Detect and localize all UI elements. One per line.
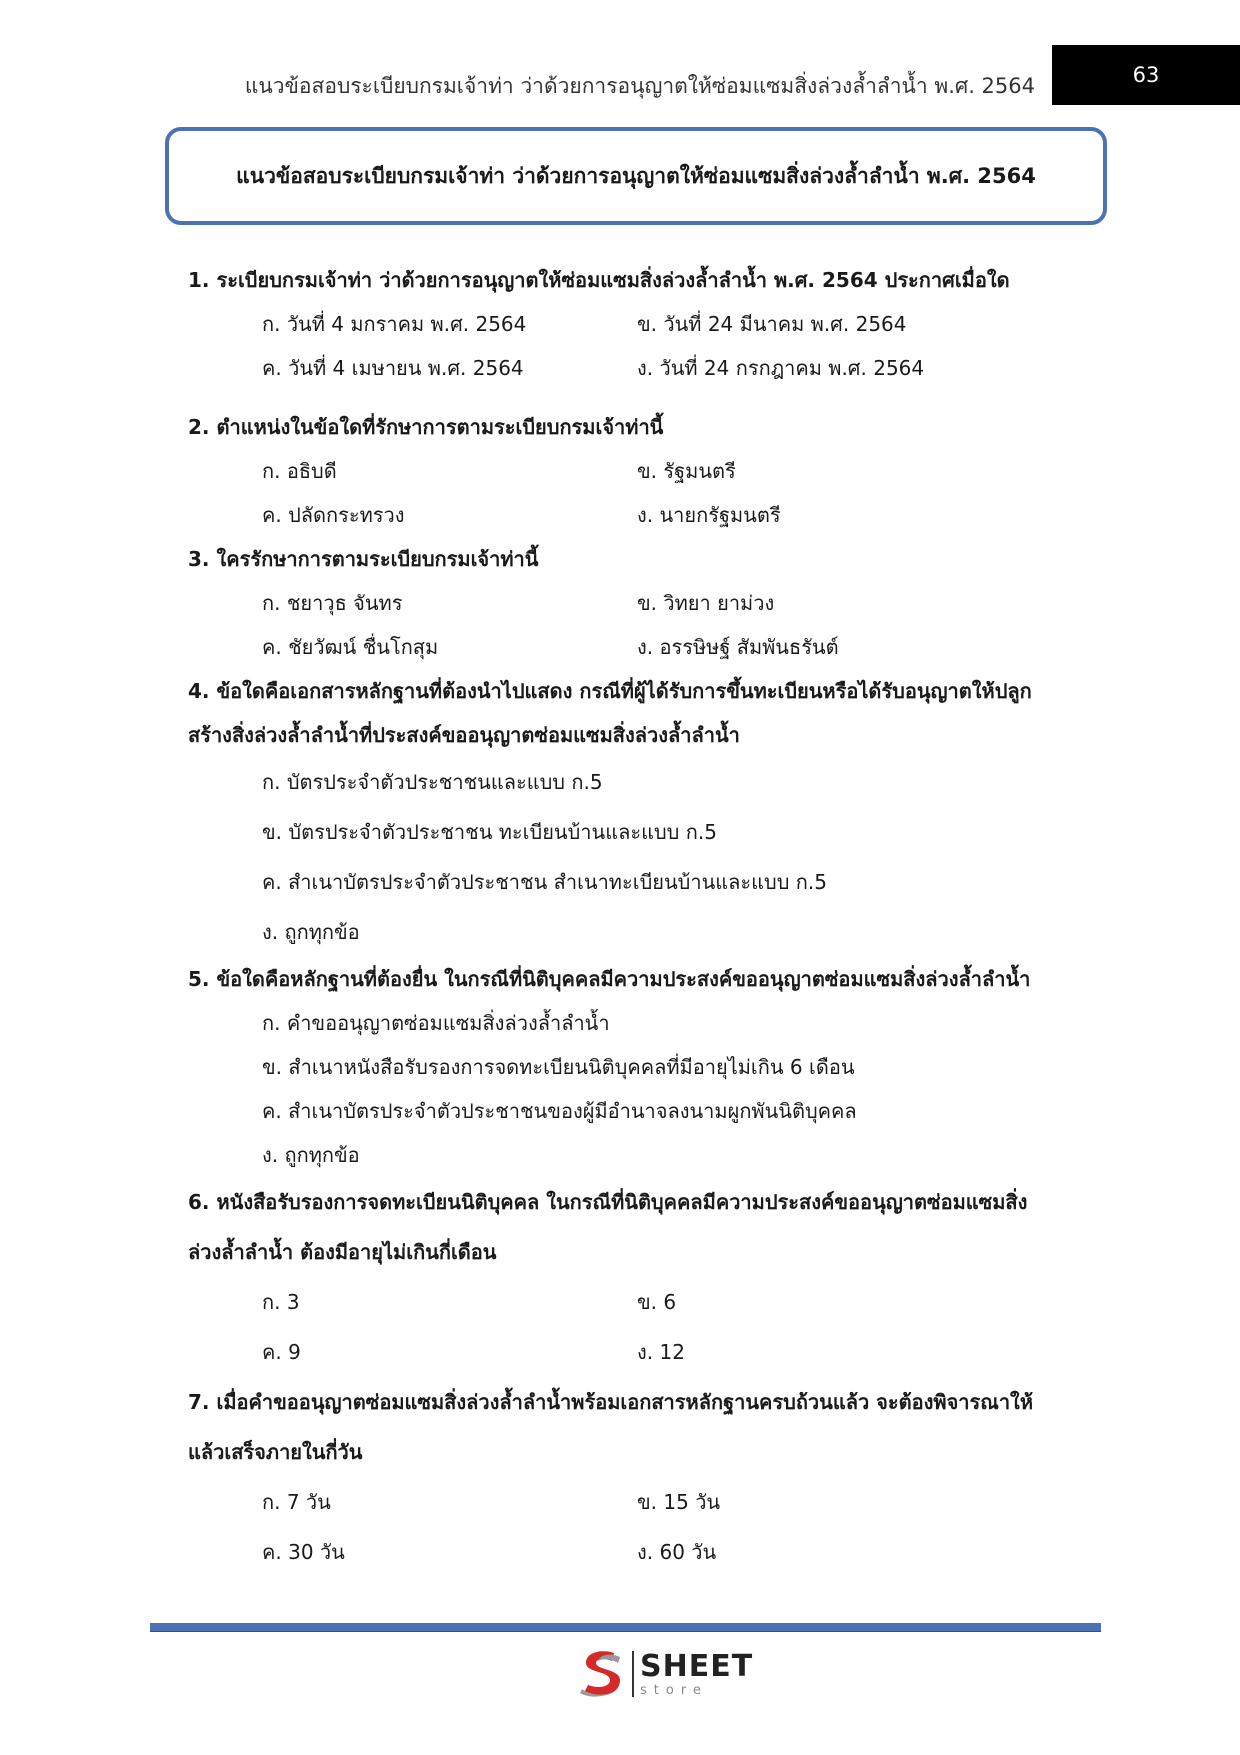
question-6 <box>188 1177 1088 1377</box>
option-a: ก. ชยาวุธ จันทร <box>262 591 403 615</box>
option-d: ง. อรรษิษฐ์ สัมพันธรันต์ <box>637 635 839 659</box>
running-header-title: แนวข้อสอบระเบียบกรมเจ้าท่า ว่าด้วยการอนุญาตให้ซ่อมแซมสิ่งล่วงล้ำลำน้ำ พ.ศ. 2564 <box>244 74 1035 98</box>
question-7 <box>188 1377 1088 1577</box>
option-b: ข. สำเนาหนังสือรับรองการจดทะเบียนนิติบุคคลที่มีอายุไม่เกิน 6 เดือน <box>262 1055 855 1079</box>
option-d: ง. 60 วัน <box>637 1540 717 1564</box>
option-b: ข. 6 <box>637 1290 677 1314</box>
option-c: ค. วันที่ 4 เมษายน พ.ศ. 2564 <box>262 356 524 380</box>
option-a: ก. บัตรประจำตัวประชาชนและแบบ ก.5 <box>262 770 603 794</box>
title-box <box>165 127 1107 225</box>
sheet-store-logo <box>576 1646 753 1702</box>
page-number: 63 <box>1132 63 1160 87</box>
question-text-line-2: แล้วเสร็จภายในกี่วัน <box>188 1440 363 1464</box>
logo-main-text: SHEET <box>640 1648 754 1684</box>
option-a: ก. คำขออนุญาตซ่อมแซมสิ่งล่วงล้ำลำน้ำ <box>262 1011 610 1035</box>
sheet-store-s-logo-icon <box>576 1647 626 1701</box>
option-b: ข. รัฐมนตรี <box>637 459 736 483</box>
option-d: ง. ถูกทุกข้อ <box>262 1143 360 1167</box>
question-3 <box>188 537 1088 669</box>
question-text: 5. ข้อใดคือหลักฐานที่ต้องยื่น ในกรณีที่นิติบุคคลมีความประสงค์ขออนุญาตซ่อมแซมสิ่งล่วงล้ำลำน้ำ <box>188 967 1031 991</box>
question-text-line-1: 7. เมื่อคำขออนุญาตซ่อมแซมสิ่งล่วงล้ำลำน้ำพร้อมเอกสารหลักฐานครบถ้วนแล้ว จะต้องพิจารณาให้ <box>188 1390 1034 1414</box>
option-a: ก. อธิบดี <box>262 459 337 483</box>
question-2 <box>188 405 1088 537</box>
option-c: ค. 9 <box>262 1340 301 1364</box>
question-4 <box>188 669 1088 957</box>
option-c: ค. ชัยวัฒน์ ชื่นโกสุม <box>262 635 439 659</box>
options <box>188 302 1088 390</box>
page-number-box <box>1052 45 1240 105</box>
options <box>188 1001 1088 1177</box>
logo-sub-text: store <box>640 1682 708 1698</box>
question-list <box>188 258 1088 1577</box>
option-d: ง. วันที่ 24 กรกฎาคม พ.ศ. 2564 <box>637 356 925 380</box>
title-text: แนวข้อสอบระเบียบกรมเจ้าท่า ว่าด้วยการอนุญาตให้ซ่อมแซมสิ่งล่วงล้ำลำน้ำ พ.ศ. 2564 <box>236 163 1036 188</box>
question-text-line-1: 4. ข้อใดคือเอกสารหลักฐานที่ต้องนำไปแสดง กรณีที่ผู้ได้รับการขึ้นทะเบียนหรือได้รับอนุญาตให้ปลูก <box>188 679 1032 703</box>
option-c: ค. ปลัดกระทรวง <box>262 503 405 527</box>
question-text: 2. ตำแหน่งในข้อใดที่รักษาการตามระเบียบกรมเจ้าท่านี้ <box>188 415 664 439</box>
option-d: ง. นายกรัฐมนตรี <box>637 503 781 527</box>
option-c: ค. สำเนาบัตรประจำตัวประชาชนของผู้มีอำนาจลงนามผูกพันนิติบุคคล <box>262 1099 857 1123</box>
question-1 <box>188 258 1088 390</box>
options <box>188 1477 1088 1577</box>
logo-words <box>640 1648 754 1698</box>
options <box>188 581 1088 669</box>
option-d: ง. 12 <box>637 1340 685 1364</box>
question-text: 1. ระเบียบกรมเจ้าท่า ว่าด้วยการอนุญาตให้ซ่อมแซมสิ่งล่วงล้ำลำน้ำ พ.ศ. 2564 ประกาศเมื่อใด <box>188 268 1010 292</box>
option-b: ข. 15 วัน <box>637 1490 721 1514</box>
options <box>188 449 1088 537</box>
question-text: 3. ใครรักษาการตามระเบียบกรมเจ้าท่านี้ <box>188 547 539 571</box>
option-a: ก. วันที่ 4 มกราคม พ.ศ. 2564 <box>262 312 527 336</box>
option-b: ข. วิทยา ยาม่วง <box>637 591 775 615</box>
question-text-line-2: ล่วงล้ำลำน้ำ ต้องมีอายุไม่เกินกี่เดือน <box>188 1240 497 1264</box>
footer-divider <box>150 1623 1101 1632</box>
option-a: ก. 3 <box>262 1290 300 1314</box>
option-c: ค. สำเนาบัตรประจำตัวประชาชน สำเนาทะเบียนบ้านและแบบ ก.5 <box>262 870 827 894</box>
options <box>188 1277 1088 1377</box>
option-d: ง. ถูกทุกข้อ <box>262 920 360 944</box>
options <box>188 757 1088 957</box>
option-b: ข. บัตรประจำตัวประชาชน ทะเบียนบ้านและแบบ ก.5 <box>262 820 717 844</box>
option-b: ข. วันที่ 24 มีนาคม พ.ศ. 2564 <box>637 312 907 336</box>
question-text-line-2: สร้างสิ่งล่วงล้ำลำน้ำที่ประสงค์ขออนุญาตซ่อมแซมสิ่งล่วงล้ำลำน้ำ <box>188 723 740 747</box>
question-text-line-1: 6. หนังสือรับรองการจดทะเบียนนิติบุคคล ในกรณีที่นิติบุคคลมีความประสงค์ขออนุญาตซ่อมแซมสิ่ง <box>188 1190 1028 1214</box>
question-5 <box>188 957 1088 1177</box>
option-c: ค. 30 วัน <box>262 1540 345 1564</box>
logo-separator <box>632 1651 634 1697</box>
option-a: ก. 7 วัน <box>262 1490 331 1514</box>
